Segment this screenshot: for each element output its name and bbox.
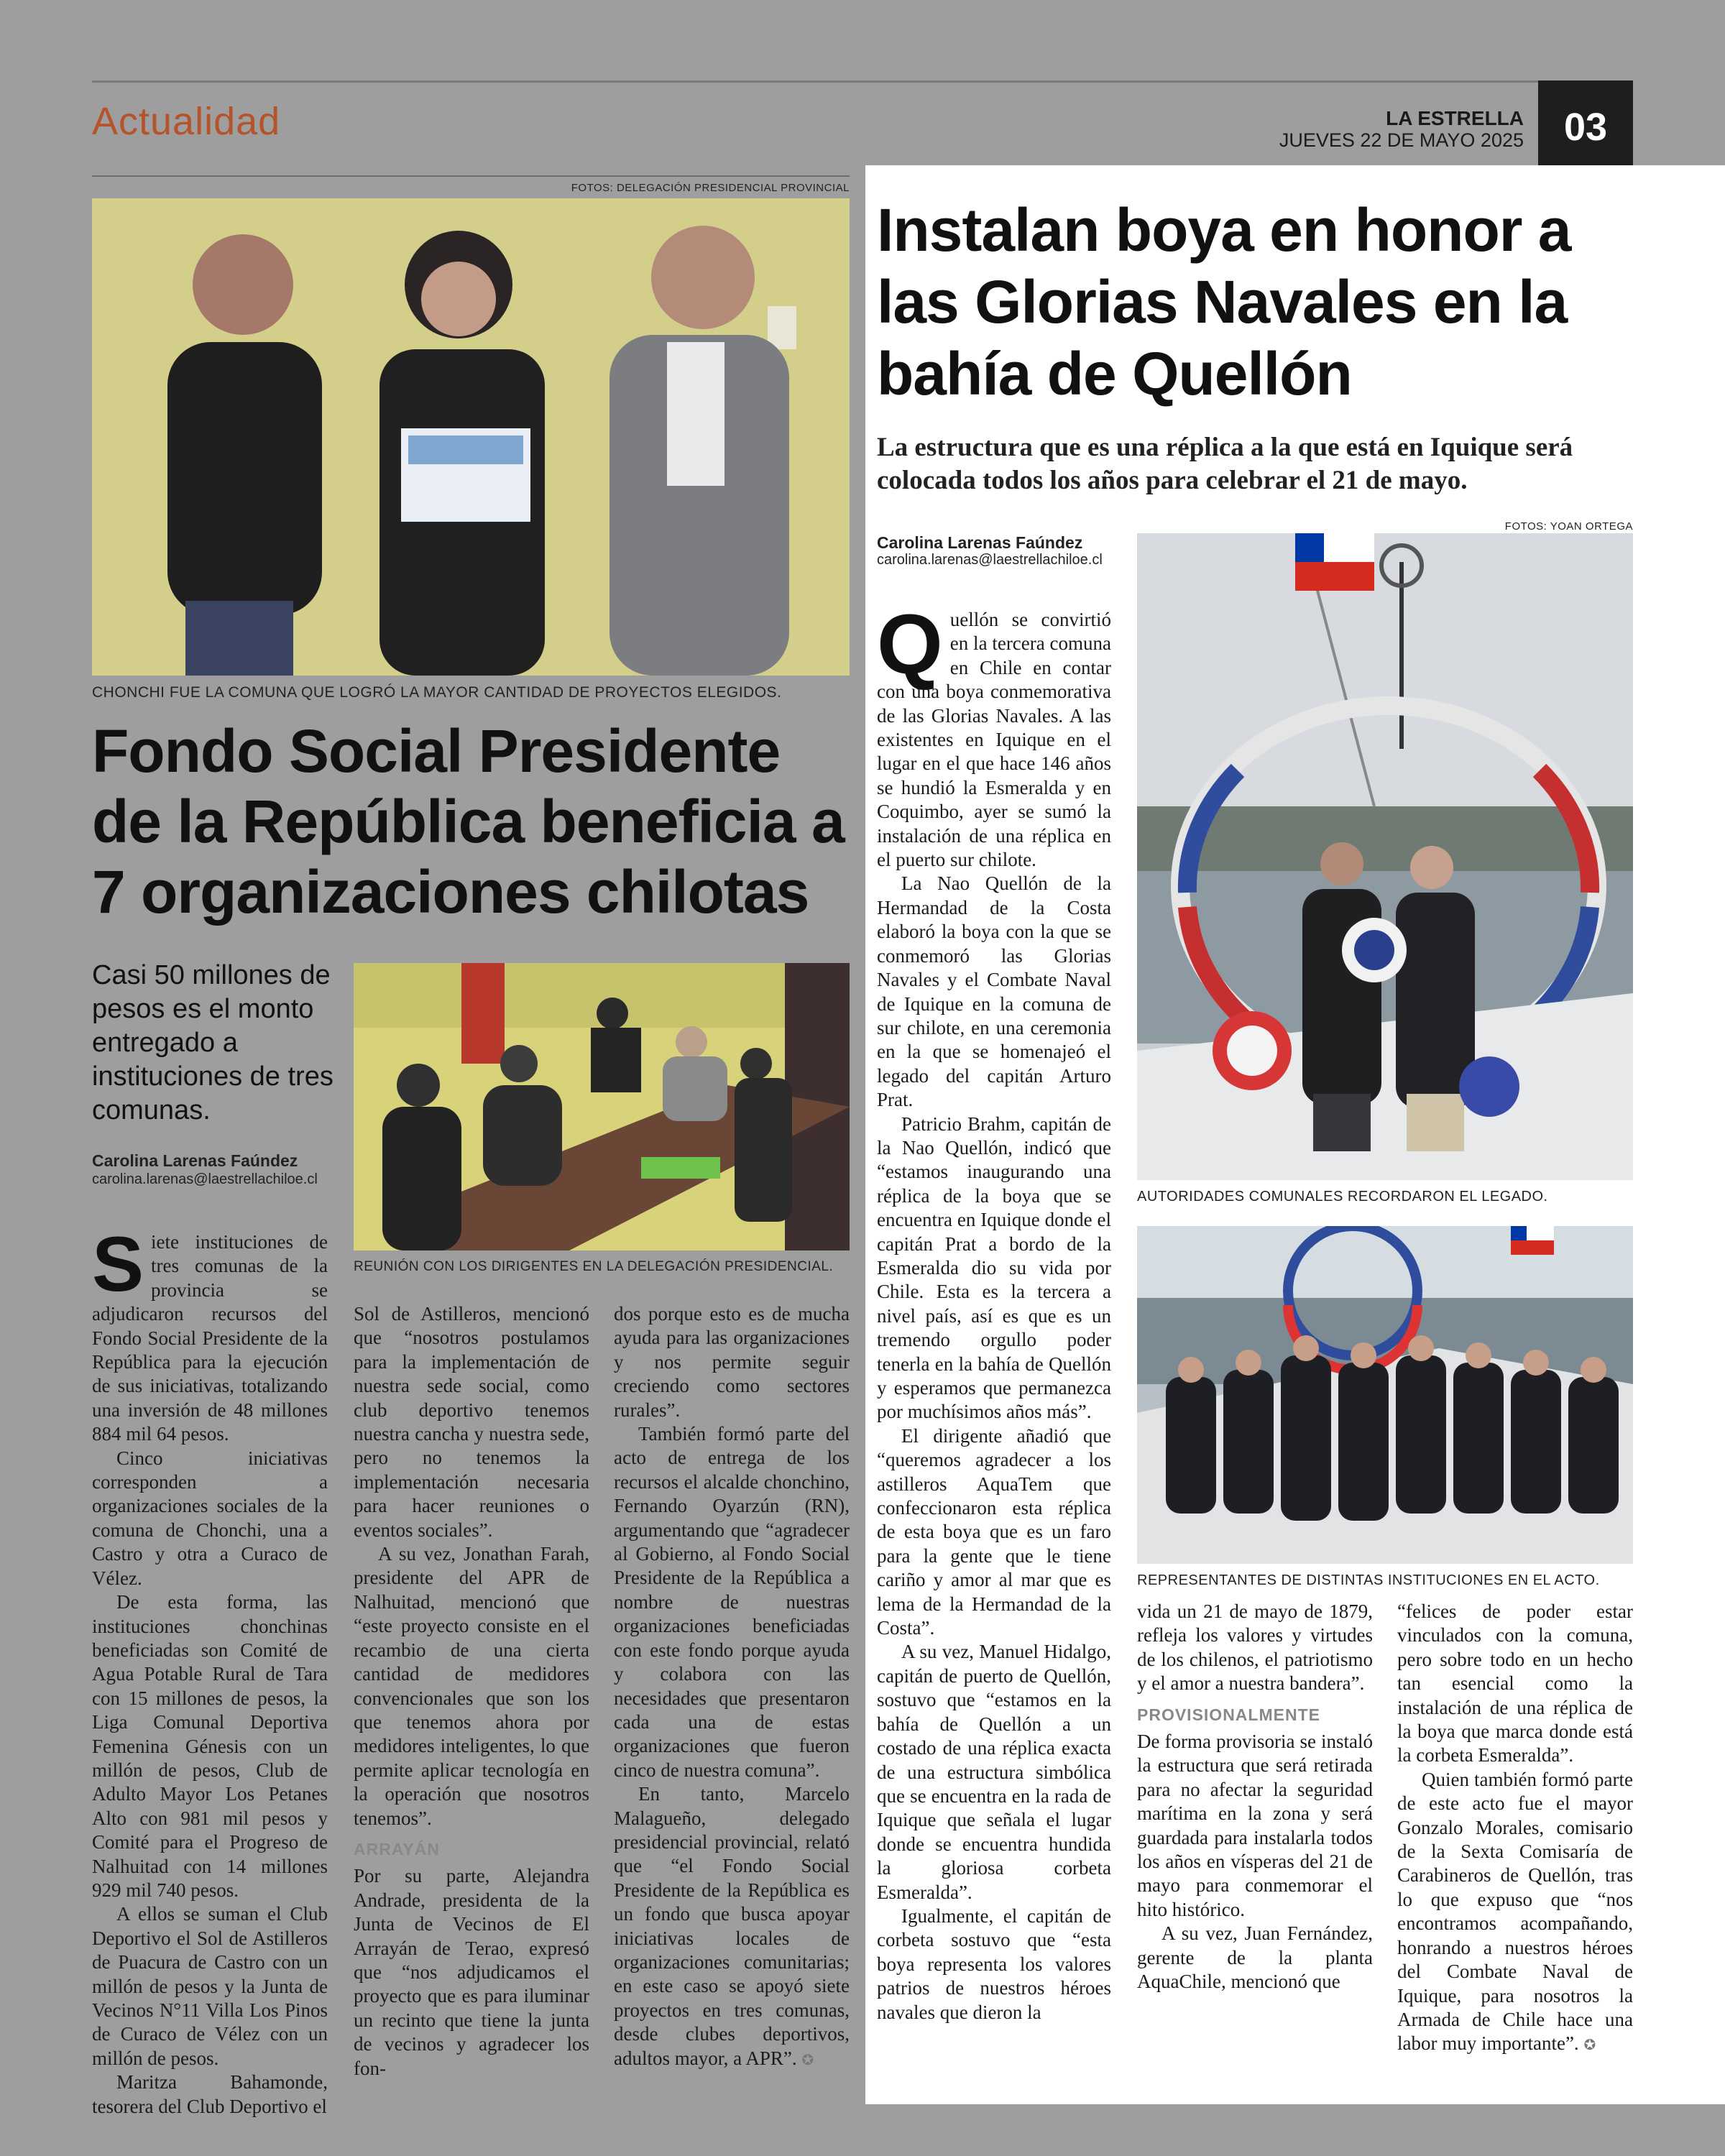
paragraph: Sol de Astilleros, mencionó que “nosotros postulamos para la implementación de nuestra sede social, como club deportivo tenemos nuestra cancha y nuestra sede, pero no tenemos la implementación necesaria para hacer reuniones o eventos sociales”. (354, 1303, 589, 1541)
left-author-email: carolina.larenas@laestrellachiloe.cl (92, 1171, 318, 1187)
paragraph (614, 1782, 850, 2072)
paragraph: Maritza Bahamonde, tesorera del Club Deportivo el (92, 2071, 328, 2117)
left-headline: Fondo Social Presidente de la República beneficia a 7 organizaciones chilotas (92, 717, 845, 926)
paragraph-text: En tanto, Marcelo Malagueño, delegado presidencial provincial, relató que “el Fondo Social Presidente de la República es un fondo que busca apoyar iniciativas locales de organizaciones comunitarias; en este caso se apoyó siete proyectos en tres comunas, desde clubes deportivos, adultos mayor, a APR”. (614, 1783, 850, 2069)
photo-group-on-deck (1137, 1226, 1633, 1564)
right-photo-credit: FOTOS: YOAN ORTEGA (1504, 520, 1633, 533)
paragraph: iete instituciones de tres comunas de la provincia se adjudicaron recursos del Fondo Social Presidente de la República para la ejecución de sus iniciativas, totalizando una inversión de 48 millones 884 mil 64 pesos. (92, 1231, 328, 1445)
subhead: PROVISIONALMENTE (1137, 1705, 1320, 1724)
paragraph: Por su parte, Alejandra Andrade, presidenta de la Junta de Vecinos de El Arrayán de Terao, expresó que “nos adjudicamos el proyecto que es para iluminar un recinto que tiene la junta de vecinos y agradecer los fon- (354, 1865, 589, 2079)
paragraph: A su vez, Jonathan Farah, presidente del APR de Nalhuitad, mencionó que “este proyecto consiste en el recambio de una cierta cantidad de medidores convencionales que son los que tenemos ahora por medidores inteligentes, lo que permite aplicar tecnología en la operación que nosotros tenemos”. (354, 1543, 589, 1829)
paragraph: Cinco iniciativas corresponden a organizaciones sociales de la comuna de Chonchi, una a Castro y otra a Curaco de Vélez. (92, 1447, 328, 1589)
photo-meeting-table (354, 963, 850, 1250)
paragraph: También formó parte del acto de entrega de los recursos el alcalde chonchino, Fernando Oyarzún (RN), argumentando que “agradecer al Gobierno, al Fondo Social Presidente de la República a nombre de nuestras organizaciones beneficiadas con este fondo porque ayuda y colabora con las necesidades que presentaron cada una de estas organizaciones que fueron cinco de nuestra comuna”. (614, 1423, 850, 1781)
right-column-1 (877, 597, 1111, 2024)
top-rule (92, 80, 1633, 83)
paragraph: vida un 21 de mayo de 1879, refleja los valores y virtudes de los chilenos, el patriotismo y el amor a nuestra bandera”. (1137, 1600, 1373, 1695)
section-rule (92, 175, 850, 177)
newspaper-name: LA ESTRELLA (1386, 107, 1524, 129)
right-column-3 (1397, 1600, 1633, 2058)
left-photo2-caption: REUNIÓN CON LOS DIRIGENTES EN LA DELEGACIÓN PRESIDENCIAL. (354, 1259, 834, 1274)
left-column-3 (614, 1302, 850, 2072)
left-column-1 (92, 1220, 328, 2119)
left-column-2 (354, 1302, 589, 2081)
right-headline: Instalan boya en honor a las Glorias Navales en la bahía de Quellón (877, 196, 1571, 407)
right-author-email: carolina.larenas@laestrellachiloe.cl (877, 552, 1103, 568)
issue-date: JUEVES 22 DE MAYO 2025 (1279, 129, 1524, 151)
end-mark-icon: ✪ (801, 2050, 814, 2068)
paragraph-text: Quien también formó parte de este acto fue el mayor Gonzalo Morales, comisario de la Sexta Comisaría de Carabineros de Quellón, tras lo que expuso que “nos encontramos acompañando, honrando a nuestros héroes del Combate Naval de Iquique, para nosotros la Armada de Chile hace una labor muy importante”. (1397, 1768, 1633, 2055)
subhead: ARRAYÁN (354, 1839, 440, 1858)
left-photo1-caption: CHONCHI FUE LA COMUNA QUE LOGRÓ LA MAYOR CANTIDAD DE PROYECTOS ELEGIDOS. (92, 684, 782, 701)
paragraph: A su vez, Juan Fernández, gerente de la planta AquaChile, mencionó que (1137, 1922, 1373, 1993)
right-column-2 (1137, 1600, 1373, 1994)
right-deck: La estructura que es una réplica a la que está en Iquique será colocada todos los años para celebrar el 21 de mayo. (877, 433, 1573, 495)
section-title: Actualidad (92, 100, 281, 143)
paragraph: De forma provisoria se instaló la estructura que será retirada para no afectar la seguridad marítima en la zona y será guardada para instalarla todos los años en vísperas del 21 de mayo para conmemorar el hito histórico. (1137, 1731, 1373, 1920)
right-photo1-caption: AUTORIDADES COMUNALES RECORDARON EL LEGADO. (1137, 1189, 1548, 1204)
photo-certificate-handover (92, 198, 850, 676)
page-number: 03 (1538, 80, 1633, 174)
paragraph (1397, 1768, 1633, 2058)
right-author: Carolina Larenas Faúndez (877, 533, 1083, 552)
paragraph: A ellos se suman el Club Deportivo el Sol de Astilleros de Puacura de Castro con un millón de pesos y la Junta de Vecinos N°11 Villa Los Pinos de Curaco de Vélez con un millón de pesos. (92, 1903, 328, 2069)
left-photo-credit: FOTOS: DELEGACIÓN PRESIDENCIAL PROVINCIAL (571, 182, 850, 194)
paragraph: uellón se convirtió en la tercera comuna en Chile en contar con una boya conmemorativa de las Glorias Navales. A las existentes en Iquique en el lugar en el que hace 146 años se hundió la Esmeralda y en Coquimbo, ayer se sumó la instalación de una réplica en el puerto sur chilote. (877, 609, 1111, 871)
paragraph: El dirigente añadió que “queremos agradecer a los astilleros AquaTem que confeccionaron esta réplica de esta boya que es un faro para la gente que le tiene cariño y amor al mar que es lema de la Hermandad de la Costa”. (877, 1424, 1111, 1639)
paragraph: Igualmente, el capitán de corbeta sostuvo que “esta boya representa los valores patrios de nuestros héroes navales que dieron la (877, 1904, 1111, 2023)
paragraph: Patricio Brahm, capitán de la Nao Quellón, indicó que “estamos inaugurando una réplica de la boya que se encuentra en Iquique donde el capitán Prat a bordo de la Esmeralda dio su vida por Chile. Esta es la tercera a nivel país, así es que es un tremendo orgullo poder tenerla en la bahía de Quellón y esperamos que permanezca por muchísimos años más”. (877, 1112, 1111, 1423)
paragraph: A su vez, Manuel Hidalgo, capitán de puerto de Quellón, sostuvo que “estamos en la bahía de Quellón a un costado de una réplica exacta de una estructura simbólica que se encuentra en la rada de Iquique que señala el lugar donde se encuentra hundida la gloriosa corbeta Esmeralda”. (877, 1641, 1111, 1903)
paragraph: “felices de poder estar vinculados con la comuna, pero sobre todo en un hecho tan esencial como la instalación de una réplica de la boya que marca donde está la corbeta Esmeralda”. (1397, 1600, 1633, 1766)
end-mark-icon: ✪ (1583, 2036, 1596, 2054)
dropcap: S (92, 1220, 144, 1307)
photo-buoy-ceremony (1137, 533, 1633, 1180)
left-deck: Casi 50 millones de pesos es el monto entregado a instituciones de tres comunas. (92, 960, 334, 1125)
paragraph: dos porque esto es de mucha ayuda para las organizaciones y nos permite seguir creciendo como sectores rurales”. (614, 1303, 850, 1421)
dropcap: Q (877, 597, 943, 692)
paragraph: La Nao Quellón de la Hermandad de la Costa elaboró la boya con la que se conmemoró las Glorias Navales y el Combate Naval de Iquique en la comuna de sur chilote, en una ceremonia en la que se homenajeó el legado del capitán Arturo Prat. (877, 872, 1111, 1111)
paragraph: De esta forma, las instituciones chonchinas beneficiadas son Comité de Agua Potable Rural de Tara con 15 millones de pesos, la Liga Comunal Deportiva Femenina Génesis con un millón de pesos, Club de Adulto Mayor Los Petanes Alto con 981 mil pesos y Comité para el Progreso de Nalhuitad con 14 millones 929 mil 740 pesos. (92, 1591, 328, 1901)
left-author: Carolina Larenas Faúndez (92, 1151, 298, 1170)
right-photo2-caption: REPRESENTANTES DE DISTINTAS INSTITUCIONES EN EL ACTO. (1137, 1572, 1600, 1588)
